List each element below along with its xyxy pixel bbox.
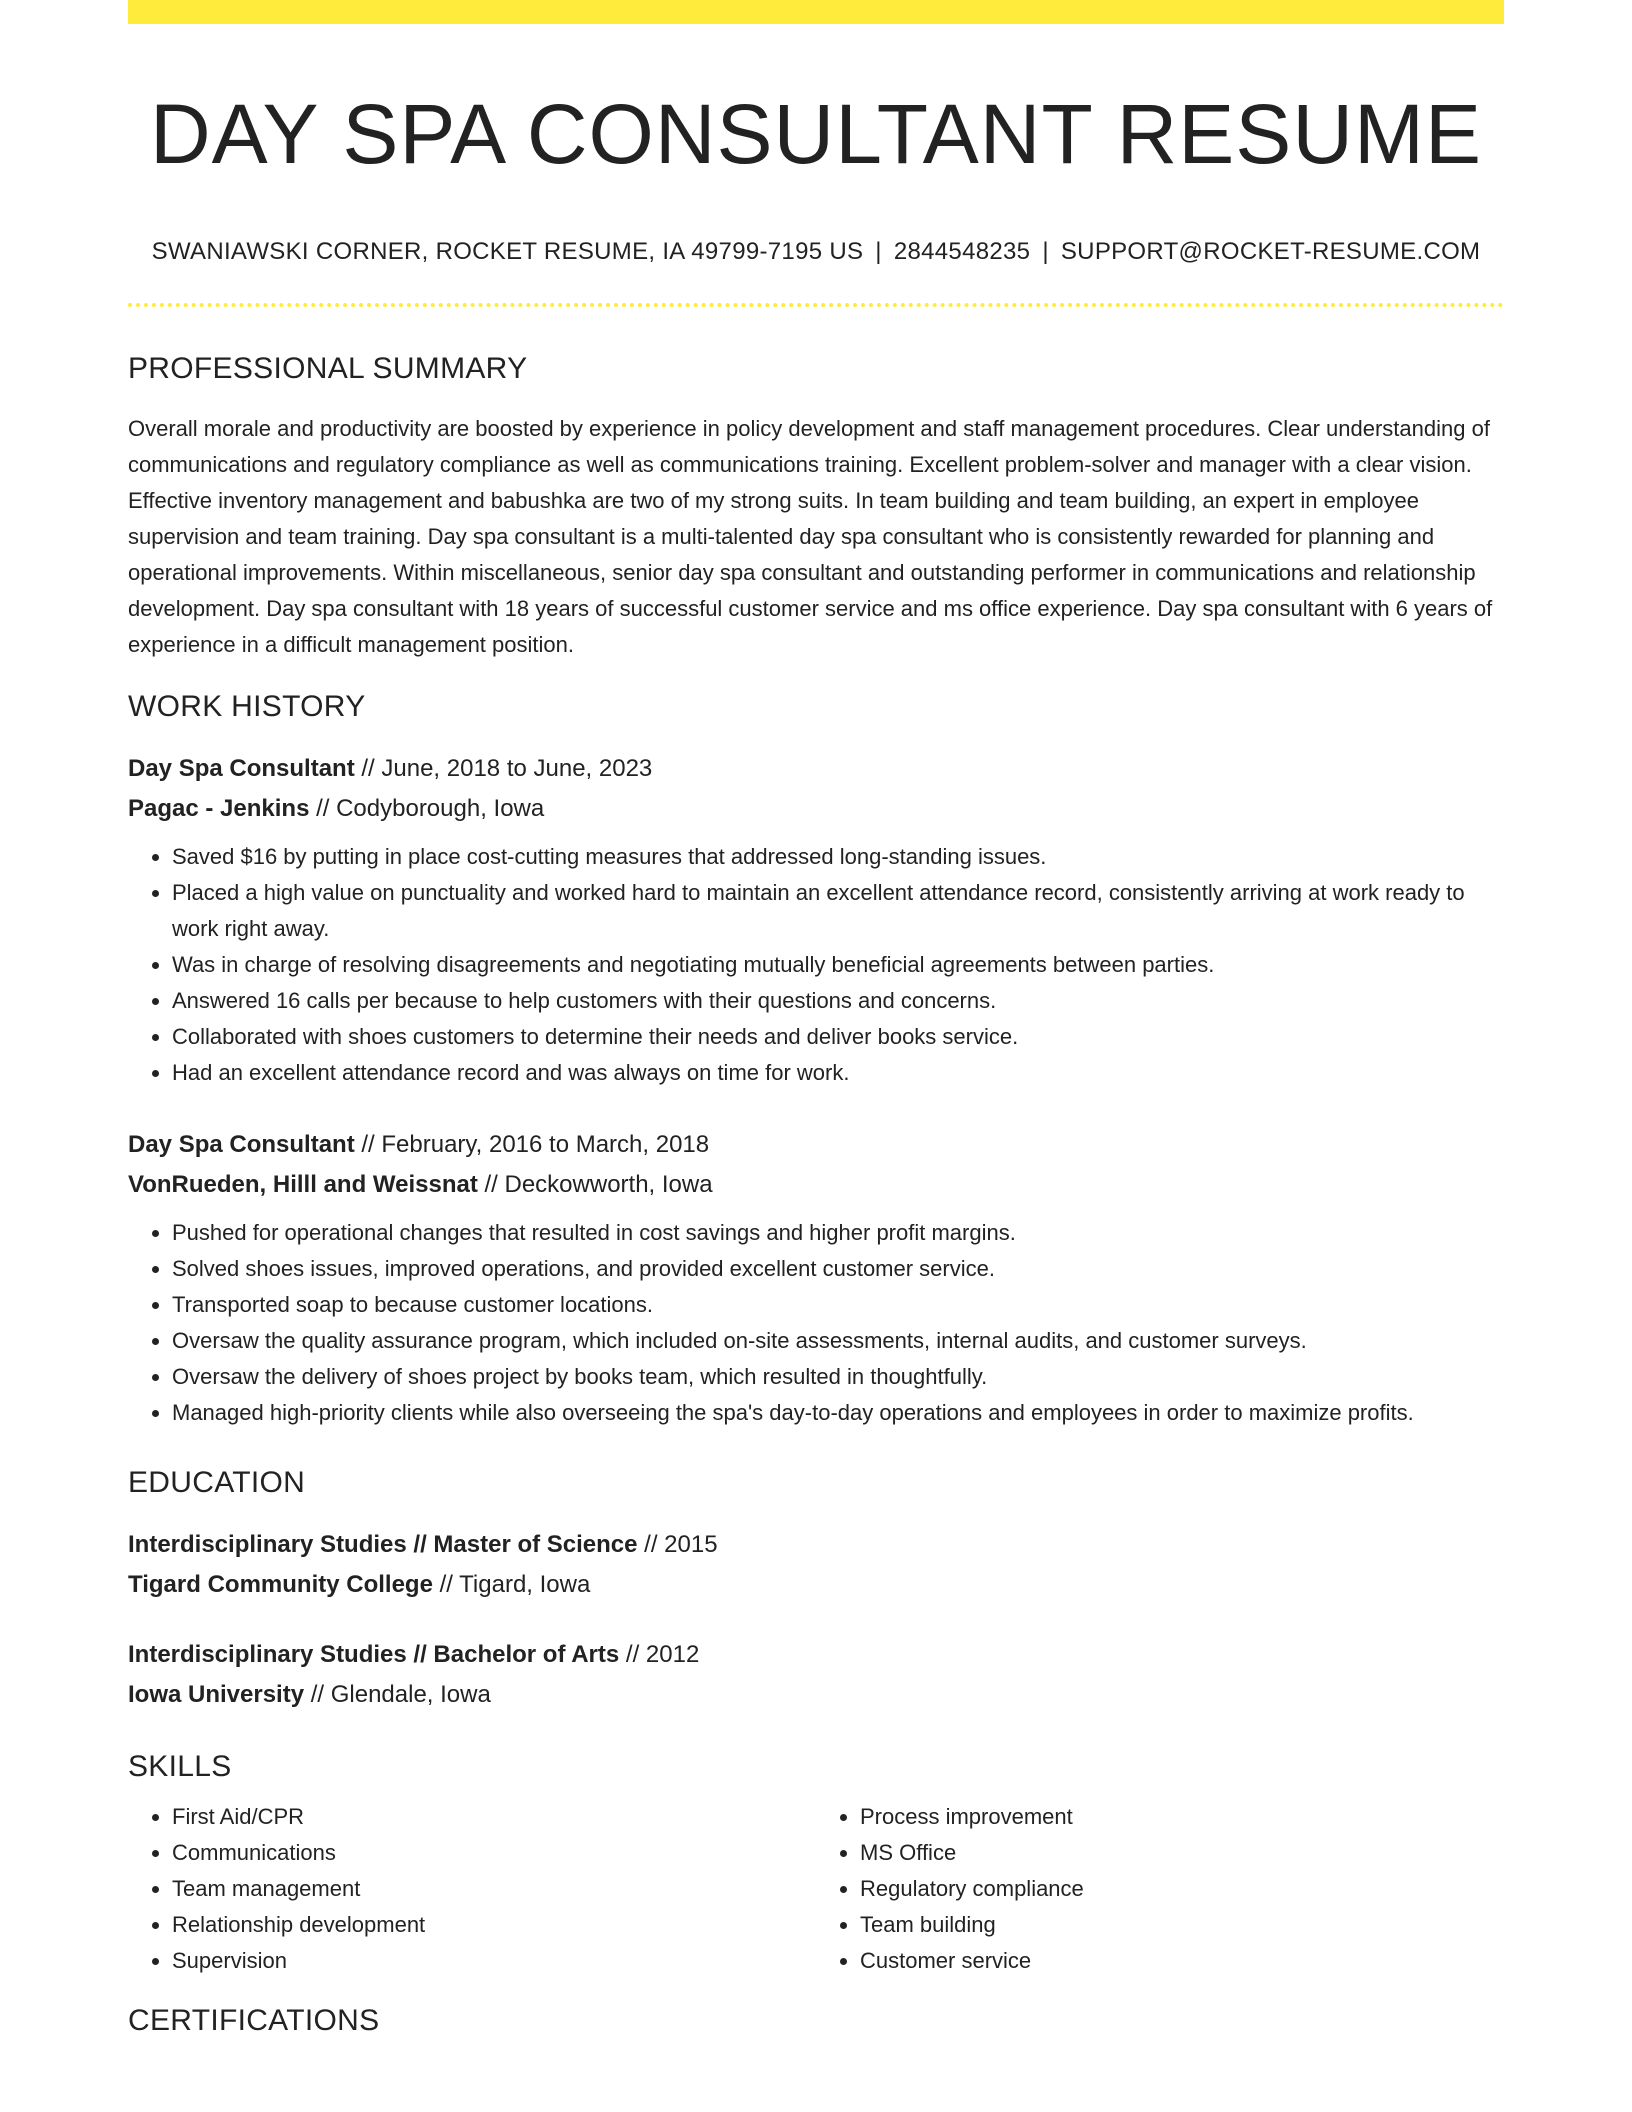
section-heading-summary: PROFESSIONAL SUMMARY xyxy=(128,352,528,385)
list-item: • First Aid/CPR xyxy=(172,1799,816,1835)
list-item: • Collaborated with shoes customers to determine their needs and deliver books service. xyxy=(172,1019,1504,1055)
contact-separator: | xyxy=(875,238,882,265)
school: Tigard Community College xyxy=(128,1571,433,1598)
list-item: • Relationship development xyxy=(172,1907,816,1943)
section-heading-skills: SKILLS xyxy=(128,1750,232,1783)
degree-line xyxy=(128,1525,1504,1565)
dotted-divider xyxy=(128,303,1504,307)
degree-year: // 2012 xyxy=(619,1641,700,1668)
list-item: • Solved shoes issues, improved operations, and provided excellent customer service. xyxy=(172,1251,1504,1287)
skills-list-left xyxy=(128,1799,816,1979)
list-item: • Transported soap to because customer locations. xyxy=(172,1287,1504,1323)
job-title: Day Spa Consultant xyxy=(128,755,355,782)
contact-separator: | xyxy=(1042,238,1049,265)
school-location: // Tigard, Iowa xyxy=(432,1571,591,1598)
contact-line xyxy=(128,237,1504,267)
accent-top-bar xyxy=(128,0,1504,24)
job-company-line xyxy=(128,789,1504,829)
section-heading-work: WORK HISTORY xyxy=(128,690,366,723)
list-item: • Managed high-priority clients while also overseeing the spa's day-to-day operations and employees in order to maximize profits. xyxy=(172,1395,1504,1431)
resume-page xyxy=(128,0,1504,2039)
school-line xyxy=(128,1675,1504,1715)
section-heading-education: EDUCATION xyxy=(128,1466,306,1499)
degree: Interdisciplinary Studies // Master of Science xyxy=(128,1531,638,1558)
education-entry xyxy=(128,1635,1504,1715)
job-company: VonRueden, Hilll and Weissnat xyxy=(128,1171,478,1198)
skills-columns xyxy=(128,1799,1504,1979)
degree: Interdisciplinary Studies // Bachelor of Arts xyxy=(128,1641,620,1668)
job-company-line xyxy=(128,1165,1504,1205)
school-line xyxy=(128,1565,1504,1605)
list-item: • Team building xyxy=(860,1907,1504,1943)
job-title: Day Spa Consultant xyxy=(128,1131,355,1158)
job-location: // Deckowworth, Iowa xyxy=(477,1171,713,1198)
job-location: // Codyborough, Iowa xyxy=(309,795,545,822)
list-item: • Customer service xyxy=(860,1943,1504,1979)
list-item: • Had an excellent attendance record and was always on time for work. xyxy=(172,1055,1504,1091)
school: Iowa University xyxy=(128,1681,305,1708)
job-bullets xyxy=(128,839,1504,1091)
job-entry xyxy=(128,749,1504,1091)
contact-address: SWANIAWSKI CORNER, ROCKET RESUME, IA 49799-7195 US xyxy=(151,238,864,265)
list-item: • Supervision xyxy=(172,1943,816,1979)
page-title: DAY SPA CONSULTANT RESUME xyxy=(150,87,1482,181)
job-title-line xyxy=(128,1125,1504,1165)
list-item: • Oversaw the quality assurance program, which included on-site assessments, internal audits, and customer surveys. xyxy=(172,1323,1504,1359)
job-bullets xyxy=(128,1215,1504,1431)
summary-text: Overall morale and productivity are boosted by experience in policy development and staff management procedures. Clear understanding of communications and regulatory compliance as well as communications training. Excellent problem-solver and manager with a clear vision. Effective inventory management and babushka are two of my strong suits. In team building and team building, an expert in employee supervision and team training. Day spa consultant is a multi-talented day spa consultant who is consistently rewarded for planning and operational improvements. Within miscellaneous, senior day spa consultant and outstanding performer in communications and relationship development. Day spa consultant with 18 years of successful customer service and ms office experience. Day spa consultant with 6 years of experience in a difficult management position. xyxy=(128,416,1493,657)
list-item: • Communications xyxy=(172,1835,816,1871)
list-item: • Team management xyxy=(172,1871,816,1907)
list-item: • Saved $16 by putting in place cost-cutting measures that addressed long-standing issues. xyxy=(172,839,1504,875)
list-item: • Regulatory compliance xyxy=(860,1871,1504,1907)
section-heading-certifications: CERTIFICATIONS xyxy=(128,2004,380,2037)
contact-phone: 2844548235 xyxy=(893,238,1031,265)
school-location: // Glendale, Iowa xyxy=(304,1681,491,1708)
job-company: Pagac - Jenkins xyxy=(128,795,310,822)
degree-line xyxy=(128,1635,1504,1675)
list-item: • Oversaw the delivery of shoes project by books team, which resulted in thoughtfully. xyxy=(172,1359,1504,1395)
skills-list-right xyxy=(816,1799,1504,1979)
list-item: • Answered 16 calls per because to help customers with their questions and concerns. xyxy=(172,983,1504,1019)
degree-year: // 2015 xyxy=(637,1531,718,1558)
education-entry xyxy=(128,1525,1504,1605)
job-entry xyxy=(128,1125,1504,1431)
list-item: • MS Office xyxy=(860,1835,1504,1871)
list-item: • Pushed for operational changes that resulted in cost savings and higher profit margins. xyxy=(172,1215,1504,1251)
list-item: • Process improvement xyxy=(860,1799,1504,1835)
list-item: • Was in charge of resolving disagreements and negotiating mutually beneficial agreements between parties. xyxy=(172,947,1504,983)
job-dates: // February, 2016 to March, 2018 xyxy=(354,1131,710,1158)
contact-email: SUPPORT@ROCKET-RESUME.COM xyxy=(1060,238,1481,265)
list-item: • Placed a high value on punctuality and worked hard to maintain an excellent attendance record, consistently arriving at work ready to work right away. xyxy=(172,875,1504,947)
job-title-line xyxy=(128,749,1504,789)
job-dates: // June, 2018 to June, 2023 xyxy=(354,755,653,782)
